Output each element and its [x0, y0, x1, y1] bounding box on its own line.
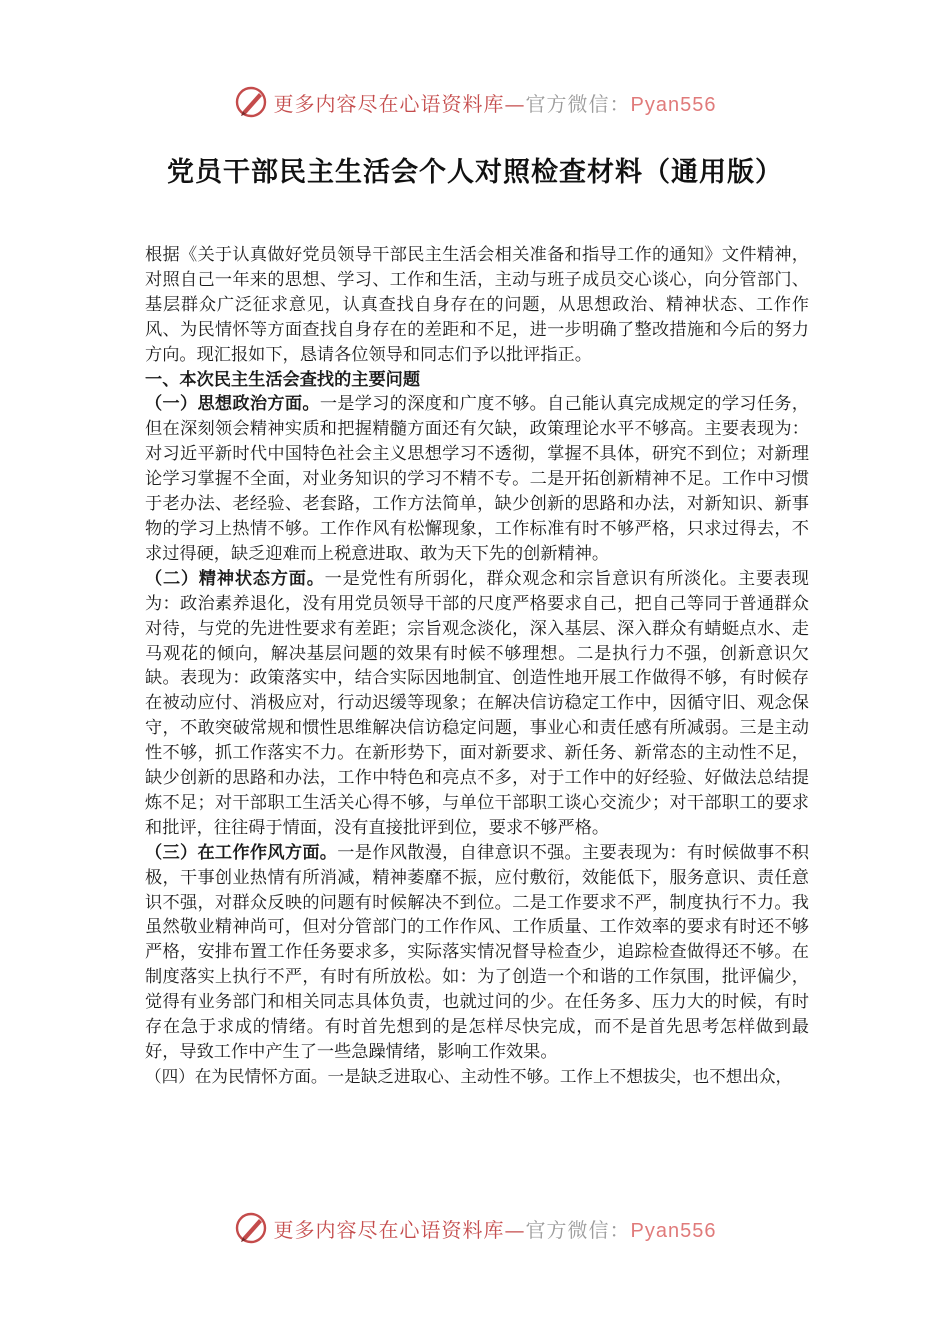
item-paragraph — [145, 841, 809, 1065]
watermark-dash: — — [504, 91, 526, 116]
page-title: 党员干部民主生活会个人对照检查材料（通用版） — [167, 157, 783, 188]
item-paragraph — [145, 567, 809, 841]
watermark-brand: 更多内容尽在心语资料库 — [273, 91, 505, 116]
item-text: 一是作风散漫，自律意识不强。主要表现为：有时候做事不积极，干事创业热情有所消减，精神萎靡不振，应付敷衍，效能低下，服务意识、责任意识不强，对群众反映的问题有时候解决不到位。二是工作要求不严，制度执行不力。我虽然敬业精神尚可，但对分管部门的工作作风、工作质量、工作效率的要求有时还不够严格，安排布置工作任务要求多，实际落实情况督导检查少，追踪检查做得还不够。在制度落实上执行不严，有时有所放松。如：为了创造一个和谐的工作氛围，批评偏少，觉得有业务部门和相关同志具体负责，也就过问的少。在任务多、压力大的时候，有时存在急于求成的情绪。有时首先想到的是怎样尽快完成，而不是首先思考怎样做到最好，导致工作中产生了一些急躁情绪，影响工作效果。 — [145, 842, 809, 1062]
watermark-wechat-label: 官方微信： — [525, 1217, 631, 1242]
section-heading: 一、本次民主生活会查找的主要问题 — [145, 369, 421, 390]
watermark-wechat-label: 官方微信： — [525, 91, 631, 116]
pen-logo-icon — [234, 85, 268, 119]
watermark-wechat-id: Pyan556 — [630, 1219, 717, 1242]
watermark-brand: 更多内容尽在心语资料库 — [273, 1217, 505, 1242]
item-heading: （一）思想政治方面。 — [145, 394, 320, 415]
item-heading: （二）精神状态方面。 — [145, 568, 325, 589]
item-paragraph — [145, 392, 809, 566]
watermark-dash: — — [504, 1217, 526, 1242]
watermark-text — [274, 1214, 717, 1243]
last-line: （四）在为民情怀方面。一是缺乏进取心、主动性不够。工作上不想拔尖，也不想出众， — [145, 1066, 793, 1086]
watermark-wechat-id: Pyan556 — [630, 93, 717, 116]
intro-paragraph: 根据《关于认真做好党员领导干部民主生活会相关准备和指导工作的通知》文件精神，对照自己一年来的思想、学习、工作和生活，主动与班子成员交心谈心，向分管部门、基层群众广泛征求意见，认真查找自身存在的问题，从思想政治、精神状态、工作作风、为民情怀等方面查找自身存在的差距和不足，进一步明确了整改措施和今后的努力方向。现汇报如下，恳请各位领导和同志们予以批评指正。 — [145, 245, 809, 365]
item-text: 一是党性有所弱化，群众观念和宗旨意识有所淡化。主要表现为：政治素养退化，没有用党员领导干部的尺度严格要求自己，把自己等同于普通群众对待，与党的先进性要求有差距；宗旨观念淡化，深入基层、深入群众有蜻蜓点水、走马观花的倾向，解决基层问题的效果有时候不够理想。二是执行力不强，创新意识欠缺。表现为：政策落实中，结合实际因地制宜、创造性地开展工作做得不够，有时候存在被动应付、消极应对，行动迟缓等现象；在解决信访稳定工作中，因循守旧、观念保守，不敢突破常规和惯性思维解决信访稳定问题，事业心和责任感有所减弱。三是主动性不够，抓工作落实不力。在新形势下，面对新要求、新任务、新常态的主动性不足，缺少创新的思路和办法，工作中特色和亮点不多，对于工作中的好经验、好做法总结提炼不足；对干部职工生活关心得不够，与单位干部职工谈心交流少；对干部职工的要求和批评，往往碍于情面，没有直接批评到位，要求不够严格。 — [145, 568, 809, 838]
document-body — [145, 243, 809, 1090]
header-watermark — [0, 82, 950, 122]
item-text: 一是学习的深度和广度不够。自己能认真完成规定的学习任务，但在深刻领会精神实质和把握精髓方面还有欠缺，政策理论水平不够高。主要表现为：对习近平新时代中国特色社会主义思想学习不透彻，掌握不具体，研究不到位；对新理论学习掌握不全面，对业务知识的学习不精不专。二是开拓创新精神不足。工作中习惯于老办法、老经验、老套路，工作方法简单，缺少创新的思路和办法，对新知识、新事物的学习上热情不够。工作作风有松懈现象，工作标准有时不够严格，只求过得去，不求过得硬，缺乏迎难而上税意进取、敢为天下先的创新精神。 — [145, 394, 809, 564]
watermark-text — [274, 88, 717, 117]
footer-watermark — [0, 1208, 950, 1248]
item-heading: （三）在工作作风方面。 — [145, 842, 338, 863]
pen-logo-icon — [234, 1211, 268, 1245]
